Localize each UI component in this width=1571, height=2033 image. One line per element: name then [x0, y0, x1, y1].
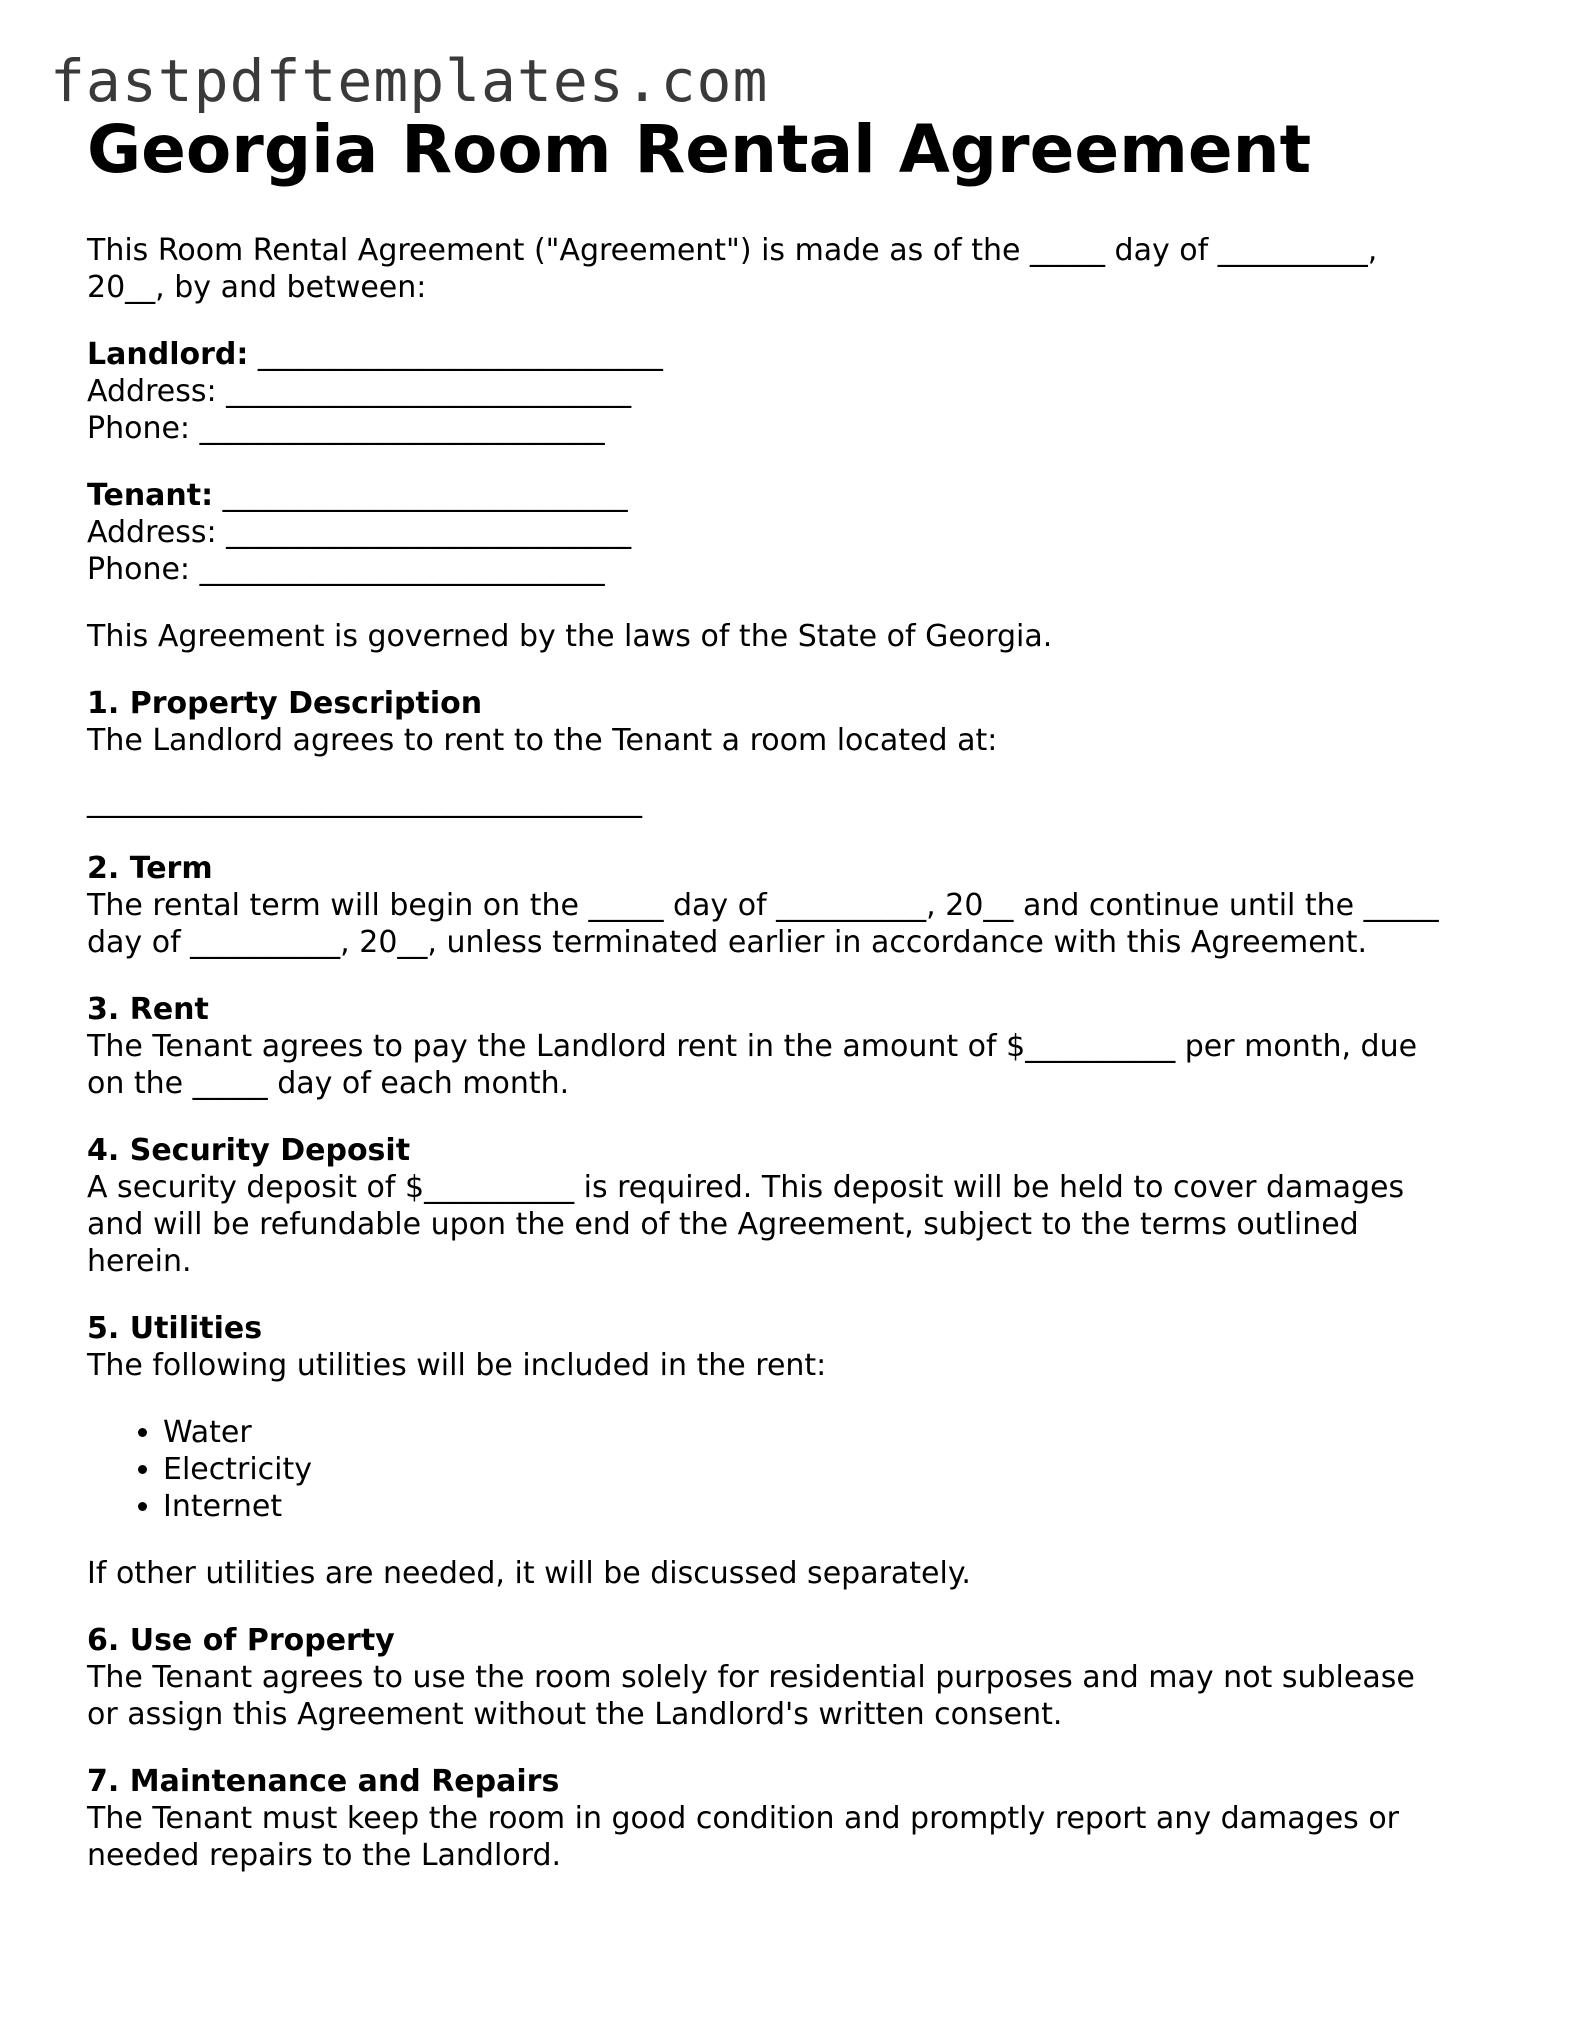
- tenant-block: [87, 477, 1487, 588]
- section-use-line-1: The Tenant agrees to use the room solely for residential purposes and may not sublease: [87, 1660, 1415, 1695]
- intro-paragraph: [87, 232, 1487, 306]
- list-item: • Water: [163, 1414, 1487, 1451]
- document-title: Georgia Room Rental Agreement: [87, 111, 1312, 188]
- landlord-phone-line: [87, 410, 1487, 447]
- section-maintenance-line-1: The Tenant must keep the room in good condition and promptly report any damages or: [87, 1801, 1400, 1836]
- section-maintenance: [87, 1763, 1487, 1874]
- section-use-line-2: or assign this Agreement without the Landlord's written consent.: [87, 1697, 1063, 1732]
- tenant-address-label: Address:: [87, 515, 217, 550]
- tenant-label: Tenant:: [87, 478, 214, 513]
- section-maintenance-line-2: needed repairs to the Landlord.: [87, 1838, 562, 1873]
- section-term-line-2: day of __________, 20__, unless terminated earlier in accordance with this Agreement.: [87, 925, 1368, 960]
- section-utilities: [87, 1310, 1487, 1384]
- tenant-phone-line: [87, 551, 1487, 588]
- section-property-title: 1. Property Description: [87, 686, 483, 721]
- landlord-phone-blank: ___________________________: [199, 411, 605, 446]
- utilities-note: If other utilities are needed, it will be discussed separately.: [87, 1556, 971, 1591]
- tenant-name-blank: ___________________________: [222, 478, 628, 513]
- section-use-title: 6. Use of Property: [87, 1623, 395, 1658]
- tenant-name-line: [87, 477, 1487, 514]
- governing-law: This Agreement is governed by the laws of the State of Georgia.: [87, 619, 1053, 654]
- watermark: fastpdftemplates.com: [50, 47, 769, 115]
- section-deposit-line-2: and will be refundable upon the end of the Agreement, subject to the terms outlined: [87, 1207, 1359, 1242]
- tenant-address-blank: ___________________________: [226, 515, 632, 550]
- property-address-blank: _____________________________________: [87, 784, 642, 819]
- list-item: • Internet: [163, 1488, 1487, 1525]
- section-deposit-line-1: A security deposit of $__________ is required. This deposit will be held to cover damages: [87, 1170, 1405, 1205]
- list-item: • Electricity: [163, 1451, 1487, 1488]
- tenant-address-line: [87, 514, 1487, 551]
- tenant-phone-label: Phone:: [87, 552, 191, 587]
- section-utilities-text: The following utilities will be included in the rent:: [87, 1348, 827, 1383]
- section-deposit-line-3: herein.: [87, 1244, 192, 1279]
- section-term-title: 2. Term: [87, 851, 213, 886]
- landlord-block: [87, 336, 1487, 447]
- section-term-line-1: The rental term will begin on the _____ day of __________, 20__ and continue until the _____: [87, 888, 1439, 923]
- section-deposit-title: 4. Security Deposit: [87, 1133, 411, 1168]
- landlord-phone-label: Phone:: [87, 411, 191, 446]
- landlord-name-line: [87, 336, 1487, 373]
- tenant-phone-blank: ___________________________: [199, 552, 605, 587]
- section-use: [87, 1622, 1487, 1733]
- section-utilities-title: 5. Utilities: [87, 1311, 263, 1346]
- landlord-label: Landlord:: [87, 337, 249, 372]
- section-property: [87, 685, 1487, 820]
- section-maintenance-title: 7. Maintenance and Repairs: [87, 1764, 560, 1799]
- section-deposit: [87, 1132, 1487, 1280]
- section-rent: [87, 991, 1487, 1102]
- landlord-address-blank: ___________________________: [226, 374, 632, 409]
- section-rent-title: 3. Rent: [87, 992, 209, 1027]
- landlord-name-blank: ___________________________: [257, 337, 663, 372]
- landlord-address-line: [87, 373, 1487, 410]
- landlord-address-label: Address:: [87, 374, 217, 409]
- section-rent-line-1: The Tenant agrees to pay the Landlord rent in the amount of $__________ per month, due: [87, 1029, 1418, 1064]
- utilities-list: [87, 1414, 1487, 1525]
- intro-line-1: This Room Rental Agreement ("Agreement") is made as of the _____ day of __________,: [87, 233, 1378, 268]
- section-term: [87, 850, 1487, 961]
- section-rent-line-2: on the _____ day of each month.: [87, 1066, 570, 1101]
- section-property-text: The Landlord agrees to rent to the Tenant a room located at:: [87, 723, 998, 758]
- intro-line-2: 20__, by and between:: [87, 270, 427, 305]
- document-body: [87, 110, 1487, 1904]
